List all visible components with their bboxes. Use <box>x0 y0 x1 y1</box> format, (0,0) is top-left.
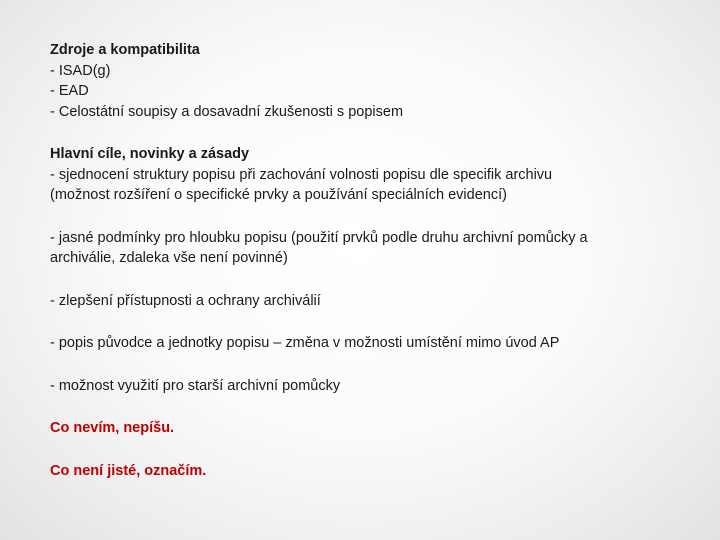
point-creator-line: - popis původce a jednotky popisu – změna v možnosti umístění mimo úvod AP <box>50 335 560 351</box>
sources-item-ead: - EAD <box>50 83 89 99</box>
point-depth <box>50 228 690 269</box>
point-depth-line-1: - jasné podmínky pro hloubku popisu (použití prvků podle druhu archivní pomůcky a <box>50 229 588 246</box>
point-accessibility-line: - zlepšení přístupnosti a ochrany archiválií <box>50 292 321 309</box>
slide-content <box>50 40 690 503</box>
point-older-aids <box>50 376 690 397</box>
goals-heading: Hlavní cíle, novinky a zásady <box>50 146 250 162</box>
sources-item-isad: - ISAD(g) <box>50 62 111 79</box>
sources-heading: Zdroje a kompatibilita <box>50 42 200 58</box>
motto-unknown: Co nevím, nepíšu. <box>50 420 175 436</box>
point-depth-line-2: archiválie, zdaleka vše není povinné) <box>50 250 288 266</box>
motto-uncertain: Co není jisté, označím. <box>50 462 207 479</box>
sources-section <box>50 40 690 122</box>
goals-line-2: (možnost rozšíření o specifické prvky a používání speciálních evidencí) <box>50 187 507 203</box>
motto-1 <box>50 418 690 439</box>
goals-section <box>50 144 690 206</box>
point-creator <box>50 333 690 354</box>
motto-2 <box>50 461 690 482</box>
point-older-aids-line: - možnost využití pro starší archivní pomůcky <box>50 377 341 394</box>
goals-line-1: - sjednocení struktury popisu při zachování volnosti popisu dle specifik archivu <box>50 166 553 183</box>
point-accessibility <box>50 291 690 312</box>
sources-item-soupisy: - Celostátní soupisy a dosavadní zkušenosti s popisem <box>50 103 404 120</box>
